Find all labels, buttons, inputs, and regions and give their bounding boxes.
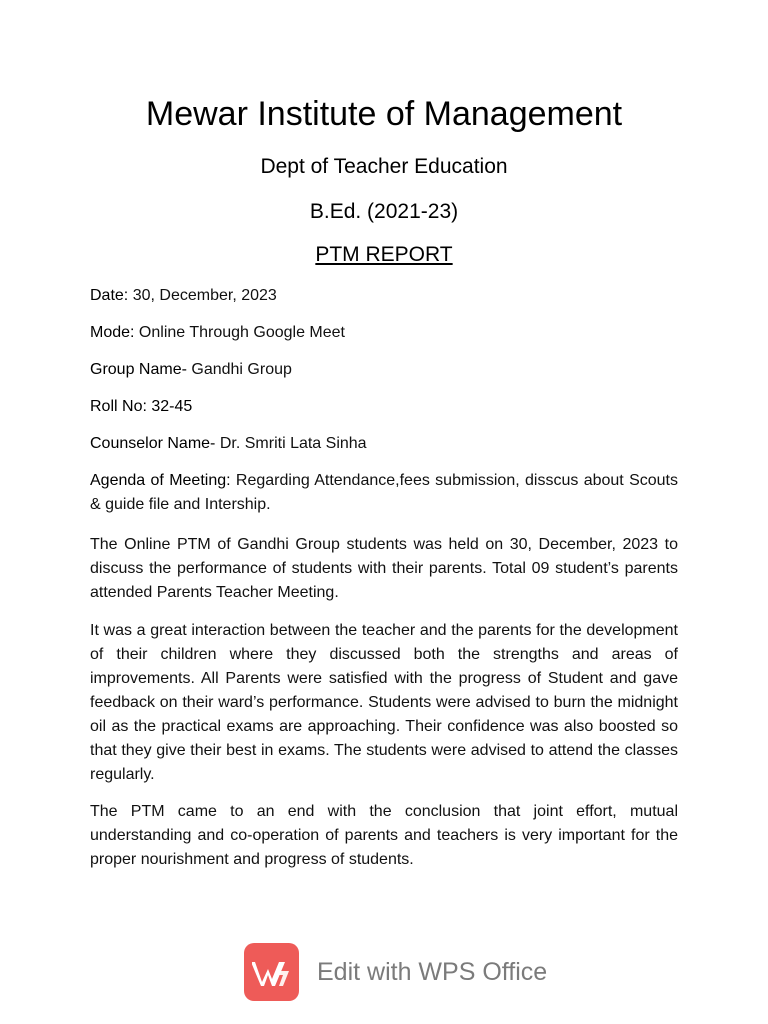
paragraph-3: The PTM came to an end with the conclusion that joint effort, mutual understanding and co-operation of parents and teachers is very important for the proper nourishment and progress of students. bbox=[90, 803, 678, 868]
institute-title: Mewar Institute of Management bbox=[145, 95, 623, 133]
report-title: PTM REPORT bbox=[315, 243, 453, 266]
paragraph-2: It was a great interaction between the teacher and the parents for the development of their children where they discussed both the strengths and areas of improvements. All Parents were satisfied with the progress of Student and gave feedback on their ward’s performance. Students were advised to burn the midnight oil as the practical exams are approaching. Their confidence was also boosted so that they give their best in exams. The students were advised to attend the classes regularly. bbox=[90, 622, 678, 783]
roll-label: Roll No: 32-45 bbox=[90, 398, 193, 415]
agenda-field bbox=[90, 469, 678, 517]
roll-field bbox=[90, 395, 678, 419]
wps-w-logo-icon bbox=[244, 943, 299, 1001]
course-title: B.Ed. (2021-23) bbox=[309, 200, 459, 223]
counselor-value: Dr. Smriti Lata Sinha bbox=[219, 435, 367, 452]
group-value: Gandhi Group bbox=[191, 361, 292, 378]
department-title: Dept of Teacher Education bbox=[260, 155, 508, 178]
wps-text: Edit with WPS Office bbox=[317, 957, 548, 986]
date-value: 30, December, 2023 bbox=[132, 287, 277, 304]
agenda-value: Regarding Attendance,fees submission, disscus about Scouts & guide file and Intership. bbox=[90, 472, 678, 513]
counselor-label: Counselor Name- bbox=[90, 435, 216, 452]
date-label: Date: bbox=[90, 287, 129, 304]
mode-field bbox=[90, 321, 678, 345]
mode-label: Mode: bbox=[90, 324, 135, 341]
paragraph-1: The Online PTM of Gandhi Group students was held on 30, December, 2023 to discuss the performance of students with their parents. Total 09 student’s parents attended Parents Teacher Meeting. bbox=[90, 536, 678, 601]
group-label: Group Name- bbox=[90, 361, 187, 378]
counselor-field bbox=[90, 432, 678, 456]
mode-value: Online Through Google Meet bbox=[138, 324, 345, 341]
agenda-label: Agenda of Meeting: bbox=[90, 472, 231, 489]
date-field bbox=[90, 284, 678, 308]
edit-with-wps-banner[interactable] bbox=[244, 943, 547, 1001]
group-field bbox=[90, 358, 678, 382]
